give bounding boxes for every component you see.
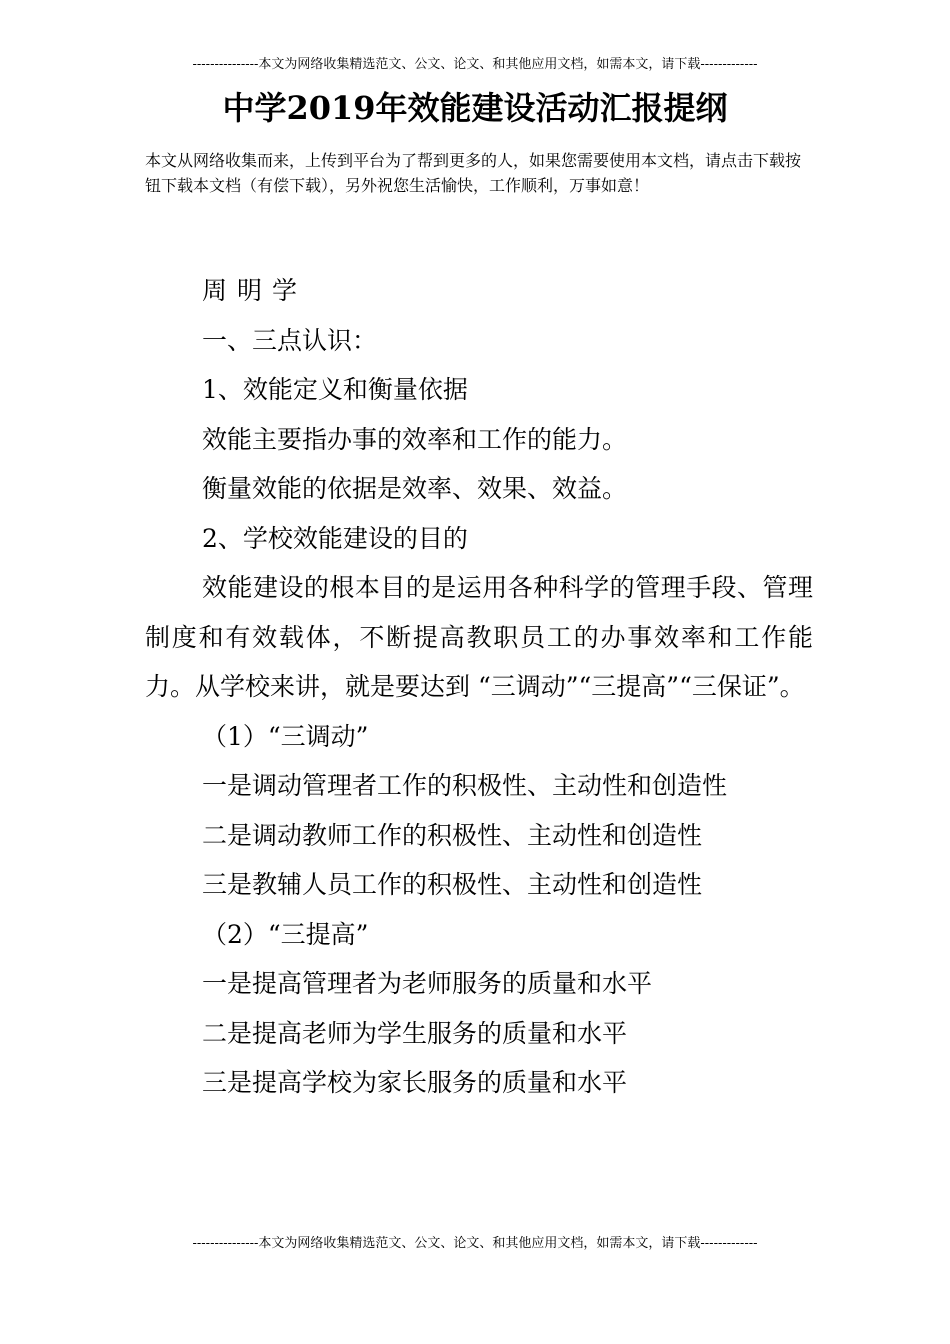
document-title: 中学2019年效能建设活动汇报提纲: [222, 89, 728, 127]
document-body: [145, 266, 813, 1108]
body-paragraph: 效能主要指办事的效率和工作的能力。: [202, 424, 628, 454]
section-heading: 一、三点认识：: [202, 325, 378, 355]
footer-banner: ---------------本文为网络收集精选范文、公文、论文、和其他应用文档，如需本文，请下载-------------: [192, 1236, 758, 1251]
list-item: 一是提高管理者为老师服务的质量和水平: [202, 969, 653, 998]
body-paragraph: 衡量效能的依据是效率、效果、效益。: [202, 474, 628, 503]
list-heading: （1）“三调动”: [202, 721, 369, 751]
body-paragraph: 效能建设的根本目的是运用各种科学的管理手段、管理制度和有效载体，不断提高教职员工的办事效率和工作能力。从学校来讲，就是要达到 “三调动”“三提高”“三保证”。: [145, 573, 813, 701]
list-item: 二是调动教师工作的积极性、主动性和创造性: [202, 820, 703, 850]
list-item: 一是调动管理者工作的积极性、主动性和创造性: [202, 771, 728, 800]
intro-paragraph: 本文从网络收集而来，上传到平台为了帮到更多的人，如果您需要使用本文档，请点击下载按钮下载本文档（有偿下载），另外祝您生活愉快，工作顺利，万事如意！: [145, 151, 802, 195]
author-name: 周明学: [202, 276, 308, 305]
list-heading: （2）“三提高”: [202, 919, 369, 949]
subsection-heading: 2、学校效能建设的目的: [202, 523, 468, 553]
list-item: 三是提高学校为家长服务的质量和水平: [202, 1068, 628, 1097]
list-item: 二是提高老师为学生服务的质量和水平: [202, 1018, 628, 1048]
subsection-heading: 1、效能定义和衡量依据: [202, 375, 468, 404]
header-banner: ---------------本文为网络收集精选范文、公文、论文、和其他应用文档，如需本文，请下载-------------: [192, 57, 758, 72]
list-item: 三是教辅人员工作的积极性、主动性和创造性: [202, 870, 703, 899]
